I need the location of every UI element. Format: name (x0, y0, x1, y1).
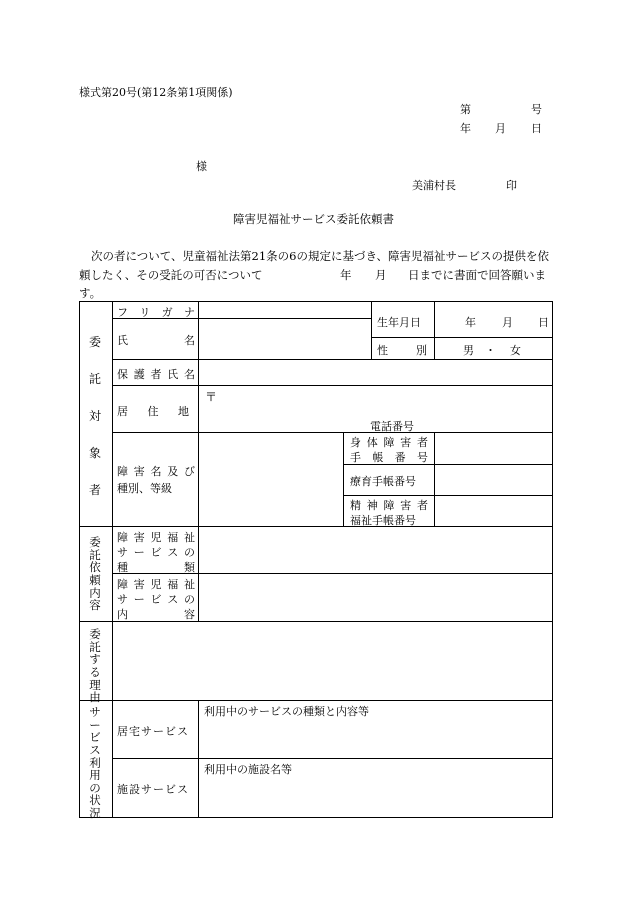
name-label: 氏 名 (117, 334, 195, 347)
service-type-line3: 種 類 (117, 561, 195, 574)
mental-cert-field[interactable] (437, 497, 550, 524)
postal-mark: 〒 (205, 390, 218, 404)
disability-field[interactable] (200, 434, 340, 524)
body-reply-month: 月 (375, 268, 387, 282)
section-usage-label: サ ー ビ ス 利 用 の 状 況 (89, 705, 101, 821)
facility-service-field[interactable] (200, 776, 550, 815)
service-content-line2: サ ー ビ ス の (117, 593, 195, 606)
address-field[interactable] (215, 389, 550, 415)
service-content-field[interactable] (200, 575, 550, 619)
physical-cert-line1: 身 体 障 害 者 (350, 436, 428, 449)
guardian-label: 保 護 者 氏 名 (117, 368, 195, 381)
address-label: 居 住 地 (117, 405, 189, 418)
reason-field[interactable] (115, 623, 550, 698)
date-month-label: 月 (495, 122, 506, 135)
birth-date-label: 生年月日 (377, 316, 421, 329)
body-line-2-text-a: 頼したく、その受託の可否について (79, 268, 263, 282)
facility-service-note: 利用中の施設名等 (204, 763, 292, 776)
physical-cert-line2: 手 帳 番 号 (350, 451, 428, 464)
birth-month-label: 月 (502, 316, 513, 329)
service-type-line1: 障 害 児 福 祉 (117, 531, 195, 544)
date-year-label: 年 (460, 122, 471, 135)
disability-label-line1: 障 害 名 及 び (117, 465, 195, 478)
facility-service-label: 施設サービス (117, 783, 189, 796)
phone-field[interactable] (425, 418, 550, 430)
furigana-label: フ リ ガ ナ (117, 306, 195, 319)
gender-female-option[interactable]: 女 (510, 344, 521, 357)
service-content-line3: 内 容 (117, 608, 195, 621)
gender-label: 性 別 (377, 344, 427, 357)
service-type-line2: サ ー ビ ス の (117, 546, 195, 559)
issuer-name: 美浦村長 (412, 179, 456, 192)
physical-cert-field[interactable] (437, 434, 550, 462)
seal-mark: 印 (506, 179, 517, 192)
mental-cert-line2: 福祉手帳番号 (350, 514, 416, 527)
body-line-1: 次の者について、児童福祉法第21条の6の規定に基づき、障害児福祉サービスの提供を依 (91, 249, 550, 263)
mental-cert-line1: 精 神 障 害 者 (350, 499, 428, 512)
guardian-name-field[interactable] (200, 364, 550, 382)
body-line-3: す。 (79, 286, 102, 300)
document-number-prefix: 第 (460, 103, 471, 116)
gender-separator: ・ (485, 344, 496, 357)
rehab-cert-field[interactable] (437, 466, 550, 493)
addressee-suffix: 様 (196, 160, 207, 173)
date-day-label: 日 (531, 122, 542, 135)
birth-year-label: 年 (465, 316, 476, 329)
disability-label-line2: 種別、等級 (117, 482, 172, 495)
body-line-2-text-b: 日までに書面で回答願いま (408, 268, 546, 282)
document-number-suffix: 号 (531, 103, 542, 116)
rehab-cert-label: 療育手帳番号 (350, 475, 416, 488)
body-reply-year: 年 (340, 268, 352, 282)
phone-label: 電話番号 (370, 420, 414, 433)
section-reason-label: 委 託 す る 理 由 (89, 627, 101, 705)
document-title: 障害児福祉サービス委託依頼書 (233, 212, 394, 226)
home-service-note: 利用中のサービスの種類と内容等 (204, 705, 369, 718)
section-subject-label: 委 託 対 象 者 (88, 335, 101, 497)
birth-day-label: 日 (538, 316, 549, 329)
name-field[interactable] (200, 322, 368, 356)
home-service-field[interactable] (200, 718, 550, 756)
service-content-line1: 障 害 児 福 祉 (117, 578, 195, 591)
furigana-field[interactable] (200, 303, 368, 317)
form-id: 様式第20号(第12条第1項関係) (79, 86, 233, 99)
gender-male-option[interactable]: 男 (463, 344, 474, 357)
home-service-label: 居宅サービス (117, 725, 189, 738)
section-content-label: 委 託 依 頼 内 容 (89, 535, 101, 613)
service-type-field[interactable] (200, 528, 550, 571)
